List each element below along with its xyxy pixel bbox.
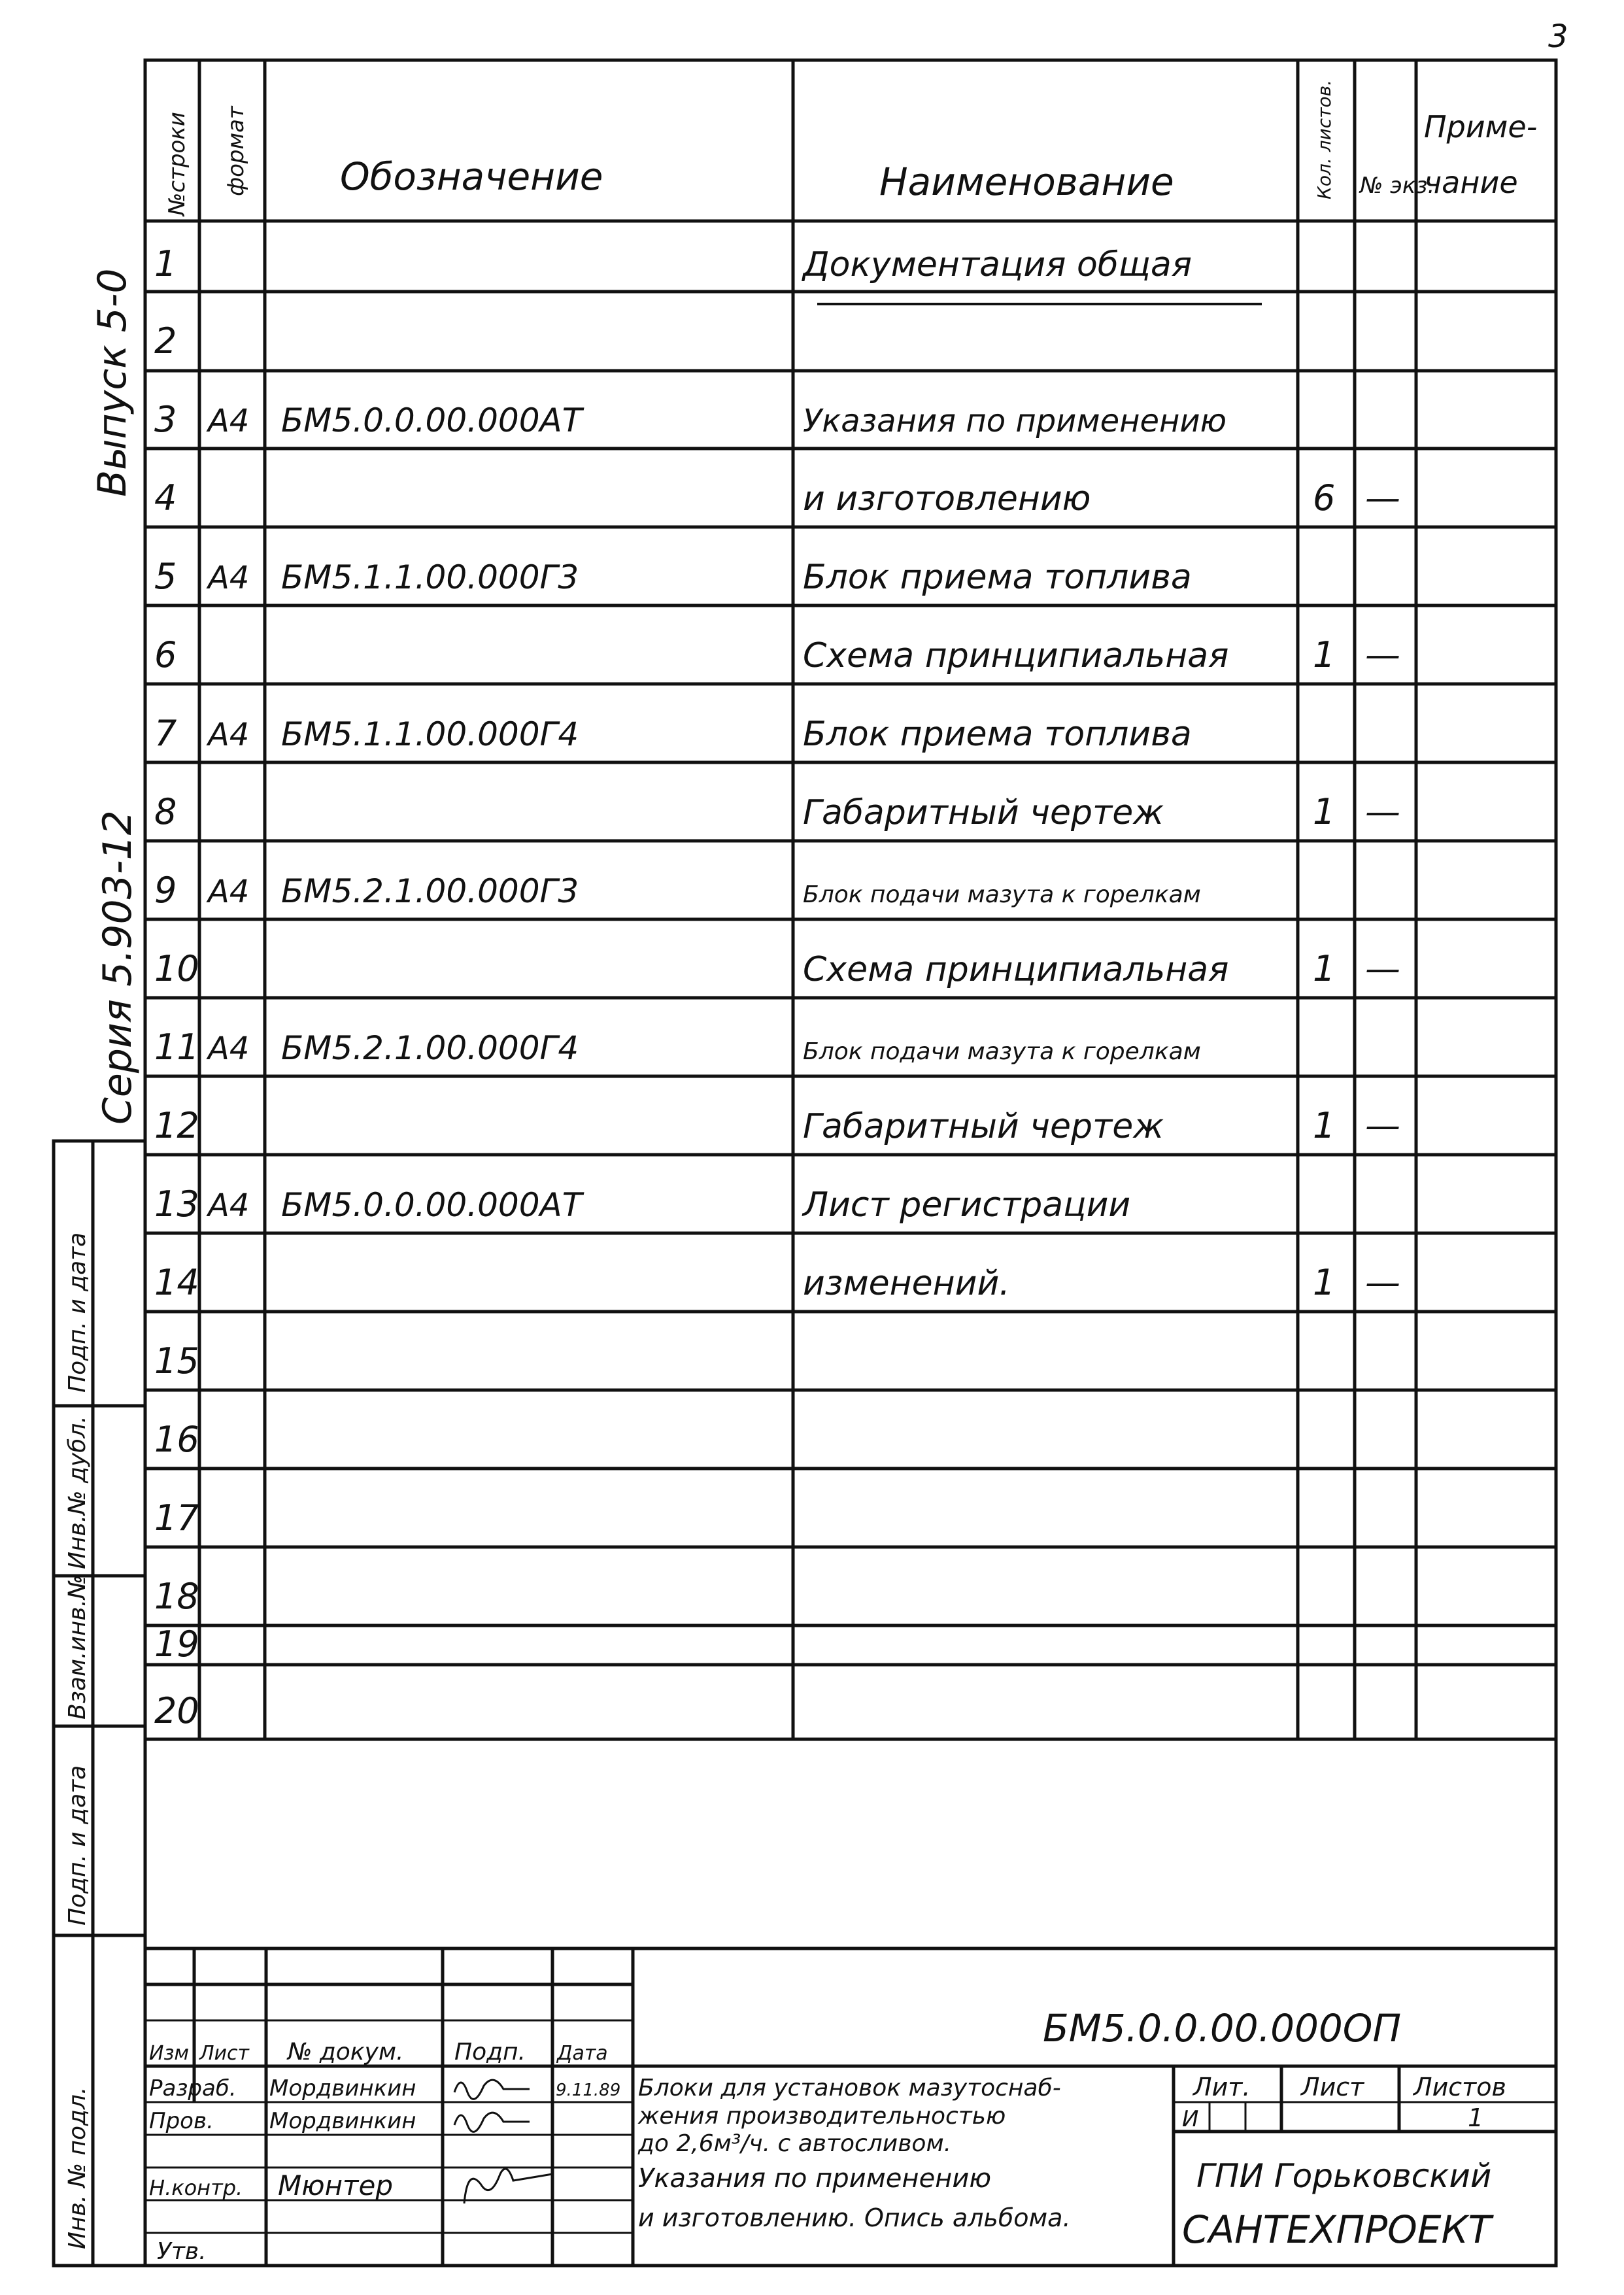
doc-code: БМ5.0.0.00.000ОП: [1043, 2006, 1402, 2050]
issue-label: Выпуск 5-0: [90, 268, 135, 497]
row-name: Указания по применению: [803, 403, 1226, 439]
row-number: 18: [154, 1576, 199, 1617]
prov-signature: [454, 2113, 530, 2132]
table-row: [154, 1183, 1130, 1225]
header-designation: Обозначение: [340, 154, 603, 199]
table-row: [154, 1419, 199, 1460]
row-number: 19: [154, 1624, 199, 1665]
row-number: 7: [154, 713, 177, 754]
row-sheets: 1: [1313, 1105, 1336, 1146]
row-name: Схема принципиальная: [803, 950, 1229, 989]
razrab-label: Разраб.: [149, 2075, 237, 2101]
row-number: 8: [154, 791, 177, 832]
row-number: 1: [154, 243, 177, 284]
row-format: А4: [208, 874, 250, 910]
table-row: [154, 634, 1400, 675]
table-row: [154, 948, 1400, 989]
row-copy: —: [1365, 634, 1400, 675]
table-row: [154, 1262, 1400, 1303]
table-row: [154, 556, 1192, 597]
row-format: А4: [208, 403, 250, 439]
row-sheets: 6: [1313, 477, 1336, 518]
row-number: 11: [154, 1027, 199, 1068]
row-number: 4: [154, 477, 177, 518]
row-name: Схема принципиальная: [803, 636, 1229, 675]
row-number: 9: [154, 870, 177, 911]
header-format: формат: [223, 106, 249, 196]
row-number: 6: [154, 634, 177, 675]
table-row: [154, 477, 1400, 518]
description-line-4: Указания по применению: [638, 2164, 991, 2194]
prov-name: Мордвинкин: [269, 2108, 416, 2134]
row-name: Документация общая: [803, 245, 1193, 284]
table-row: [154, 320, 177, 362]
lit-label: Лит.: [1193, 2073, 1251, 2101]
header-note-2: чание: [1424, 165, 1518, 200]
description-line-3: до 2,6м³/ч. с автосливом.: [638, 2130, 952, 2157]
row-format: А4: [208, 1187, 250, 1224]
sheet-label: Лист: [1301, 2073, 1364, 2101]
header-row-no: №строки: [164, 112, 190, 216]
row-number: 14: [154, 1262, 199, 1303]
org-line-2: САНТЕХПРОЕКТ: [1182, 2207, 1492, 2252]
row-number: 12: [154, 1105, 199, 1146]
row-name: Лист регистрации: [803, 1185, 1131, 1225]
table-row: [154, 1624, 199, 1665]
row-designation: БМ5.0.0.00.000АТ: [281, 401, 583, 439]
razrab-date: 9.11.89: [556, 2081, 621, 2100]
row-number: 20: [154, 1690, 199, 1731]
row-copy: —: [1365, 791, 1400, 832]
header-name: Наименование: [879, 160, 1174, 204]
table-row: [154, 1690, 199, 1731]
col-podp: Подп.: [454, 2039, 526, 2066]
col-doc: № докум.: [288, 2039, 404, 2066]
row-copy: —: [1365, 1262, 1400, 1303]
sheets-label: Листов: [1413, 2073, 1506, 2101]
table-row: [154, 1105, 1400, 1146]
row-number: 5: [154, 556, 177, 597]
row-number: 13: [154, 1183, 199, 1225]
table-row: [154, 1340, 199, 1382]
col-izm: Изм: [149, 2042, 190, 2065]
row-number: 3: [154, 399, 177, 440]
sheets-value: 1: [1468, 2103, 1484, 2132]
row-number: 17: [154, 1497, 199, 1538]
side-inv-podl-label: Инв. № подл.: [64, 2086, 91, 2249]
row-format: А4: [208, 1030, 250, 1067]
description-line-2: жения производительностью: [638, 2103, 1006, 2130]
row-designation: БМ5.1.1.00.000Г4: [281, 715, 579, 753]
org-line-1: ГПИ Горьковский: [1196, 2157, 1492, 2195]
col-list: Лист: [199, 2042, 250, 2065]
row-designation: БМ5.1.1.00.000Г3: [281, 558, 579, 596]
row-sheets: 1: [1313, 948, 1336, 989]
table-row: [154, 1576, 199, 1617]
row-name: и изготовлению: [803, 479, 1091, 518]
utv-label: Утв.: [157, 2238, 207, 2265]
description-line-1: Блоки для установок мазутоснаб-: [638, 2075, 1061, 2101]
table-row: [154, 713, 1192, 754]
row-sheets: 1: [1313, 634, 1336, 675]
col-data: Дата: [557, 2042, 608, 2065]
side-podp-data-label-2: Подп. и дата: [64, 1765, 91, 1926]
row-number: 10: [154, 948, 199, 989]
table-row: [154, 243, 1192, 284]
table-row: [154, 1497, 199, 1538]
row-sheets: 1: [1313, 791, 1336, 832]
row-name: Блок подачи мазута к горелкам: [803, 1038, 1201, 1065]
razrab-name: Мордвинкин: [269, 2075, 416, 2101]
lit-value: И: [1182, 2106, 1199, 2132]
row-copy: —: [1365, 477, 1400, 518]
main-table-grid: [145, 60, 1556, 2266]
row-designation: БМ5.0.0.00.000АТ: [281, 1186, 583, 1224]
table-row: [154, 399, 1226, 440]
header-copy: № экз.: [1360, 173, 1435, 199]
side-vzam-inv-label: Взам.инв.№: [64, 1574, 91, 1720]
nkontr-name: Мюнтер: [278, 2169, 394, 2202]
prov-label: Пров.: [149, 2108, 214, 2134]
row-name: изменений.: [803, 1264, 1010, 1303]
table-row: [154, 1027, 1201, 1068]
nkontr-signature: [464, 2169, 552, 2203]
description-line-5: и изготовлению. Опись альбома.: [638, 2203, 1071, 2232]
row-name: Габаритный чертеж: [803, 1107, 1164, 1146]
razrab-signature: [454, 2080, 530, 2099]
header-sheets: Кол. листов.: [1313, 79, 1335, 199]
rows-layer: [154, 243, 1400, 1731]
row-format: А4: [208, 560, 250, 596]
row-name: Блок приема топлива: [803, 558, 1192, 597]
nkontr-label: Н.контр.: [149, 2175, 243, 2200]
table-row: [154, 791, 1400, 832]
row-designation: БМ5.2.1.00.000Г4: [281, 1029, 579, 1067]
header-note-1: Приме-: [1424, 109, 1538, 144]
row-format: А4: [208, 717, 250, 753]
row-name: Блок приема топлива: [803, 715, 1192, 754]
row-number: 15: [154, 1340, 199, 1382]
side-inv-dubl-label: Инв.№ дубл.: [64, 1416, 91, 1569]
row-copy: —: [1365, 1105, 1400, 1146]
table-row: [154, 870, 1201, 911]
series-label: Серия 5.903-12: [95, 810, 141, 1125]
page-number: 3: [1548, 18, 1568, 55]
row-copy: —: [1365, 948, 1400, 989]
row-sheets: 1: [1313, 1262, 1336, 1303]
row-number: 16: [154, 1419, 199, 1460]
row-number: 2: [154, 320, 177, 362]
row-designation: БМ5.2.1.00.000Г3: [281, 872, 579, 910]
row-name: Габаритный чертеж: [803, 793, 1164, 832]
side-podp-data-label: Подп. и дата: [64, 1232, 91, 1393]
row-name: Блок подачи мазута к горелкам: [803, 881, 1201, 908]
